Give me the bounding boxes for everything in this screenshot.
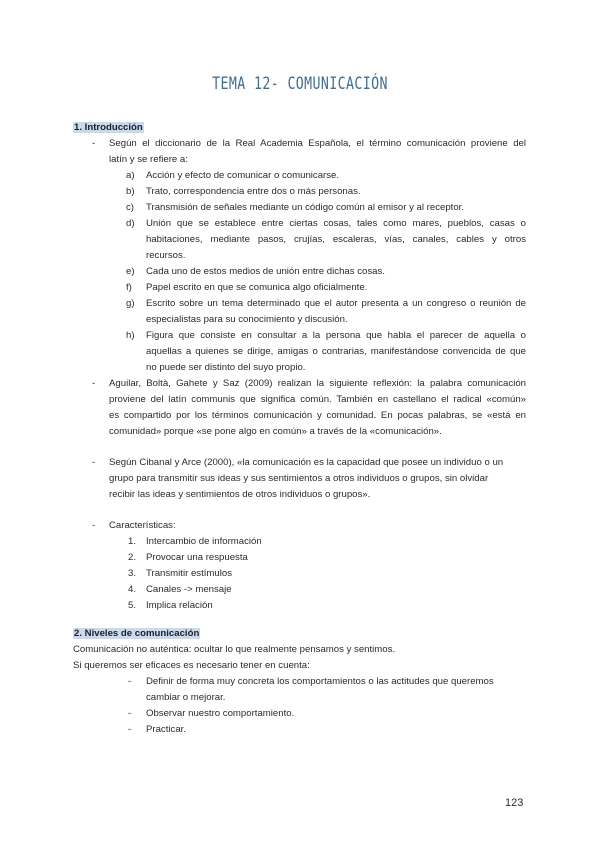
list-marker: f) — [126, 282, 132, 293]
list-item: Trato, correspondencia entre dos o más personas. — [146, 186, 361, 197]
list-item: Papel escrito en que se comunica algo oficialmente. — [146, 282, 368, 293]
list-item: Observar nuestro comportamiento. — [146, 708, 295, 719]
list-item: Escrito sobre un tema determinado que el autor presenta a un congreso o reunión de — [146, 298, 526, 309]
list-item: no puede ser distinto del suyo propio. — [146, 362, 306, 373]
paragraph-line: latín y se refiere a: — [109, 154, 188, 165]
list-item: recursos. — [146, 250, 186, 261]
bullet-dash: - — [92, 457, 96, 468]
bullet-dash: - — [92, 378, 96, 389]
list-marker: c) — [126, 202, 134, 213]
paragraph-line: Comunicación no auténtica: ocultar lo que realmente pensamos y sentimos. — [73, 644, 396, 655]
page-title: TEMA 12- COMUNICACIÓN — [212, 74, 388, 94]
list-item: especialistas para su conocimiento y discusión. — [146, 314, 348, 325]
list-item: Unión que se establece entre ciertas cosas, tales como mares, pueblos, casas o — [146, 218, 526, 229]
list-item: Cada uno de estos medios de unión entre dichas cosas. — [146, 266, 385, 277]
list-item: Canales -> mensaje — [146, 584, 232, 595]
paragraph-line: Aguilar, Boltà, Gahete y Saz (2009) realizan la siguiente reflexión: la palabra comunicación — [109, 378, 526, 389]
bullet-dash: - — [128, 708, 132, 719]
list-item: Implica relación — [146, 600, 213, 611]
bullet-dash: - — [92, 138, 96, 149]
paragraph-line: Según el diccionario de la Real Academia Española, el término comunicación proviene del — [109, 138, 526, 149]
list-marker: 3. — [128, 568, 137, 579]
paragraph-line: es compartido por los términos comunicación y comunidad. En pocas palabras, se «está en — [109, 410, 526, 421]
list-marker: d) — [126, 218, 135, 229]
page-number: 123 — [505, 797, 524, 809]
list-item: cambiar o mejorar. — [146, 692, 226, 703]
list-item: Provocar una respuesta — [146, 552, 248, 563]
paragraph-line: Según Cibanal y Arce (2000), «la comunicación es la capacidad que posee un individuo o un — [109, 457, 504, 468]
paragraph-line: Si queremos ser eficaces es necesario tener en cuenta: — [73, 660, 310, 671]
list-marker: 5. — [128, 600, 137, 611]
list-item: Intercambio de información — [146, 536, 262, 547]
list-item: aquellas a quienes se dirige, amigas o contrarias, manifestándose convencida de que — [146, 346, 526, 357]
list-item: Figura que consiste en consultar a la persona que habla el parecer de aquella o — [146, 330, 526, 341]
list-marker: 2. — [128, 552, 137, 563]
list-marker: 4. — [128, 584, 137, 595]
paragraph-line: recibir las ideas y sentimientos de otros individuos o grupos». — [109, 489, 371, 500]
list-marker: 1. — [128, 536, 137, 547]
list-marker: g) — [126, 298, 135, 309]
list-item: habitaciones, mediante pasos, crujías, escaleras, vías, canales, cables y otros — [146, 234, 526, 245]
list-marker: e) — [126, 266, 135, 277]
list-item: Transmitir estímulos — [146, 568, 233, 579]
bullet-dash: - — [128, 724, 132, 735]
paragraph-line: proviene del latín communis que significa común. También en castellano el radical «común» — [109, 394, 526, 405]
paragraph-line: Características: — [109, 520, 176, 531]
list-item: Acción y efecto de comunicar o comunicarse. — [146, 170, 340, 181]
list-item: Practicar. — [146, 724, 186, 735]
list-marker: h) — [126, 330, 135, 341]
list-marker: a) — [126, 170, 135, 181]
list-item: Definir de forma muy concreta los comportamientos o las actitudes que queremos — [146, 676, 494, 687]
section-heading: 1. Introducción — [74, 122, 143, 133]
list-item: Transmisión de señales mediante un código común al emisor y al receptor. — [146, 202, 464, 213]
list-marker: b) — [126, 186, 135, 197]
paragraph-line: grupo para transmitir sus ideas y sus sentimientos a otros individuos o grupos, sin olvidar — [109, 473, 489, 484]
section-heading: 2. Niveles de comunicación — [74, 628, 200, 639]
bullet-dash: - — [92, 520, 96, 531]
paragraph-line: comunidad» porque «se pone algo en común» a través de la «comunicación». — [109, 426, 442, 437]
bullet-dash: - — [128, 676, 132, 687]
